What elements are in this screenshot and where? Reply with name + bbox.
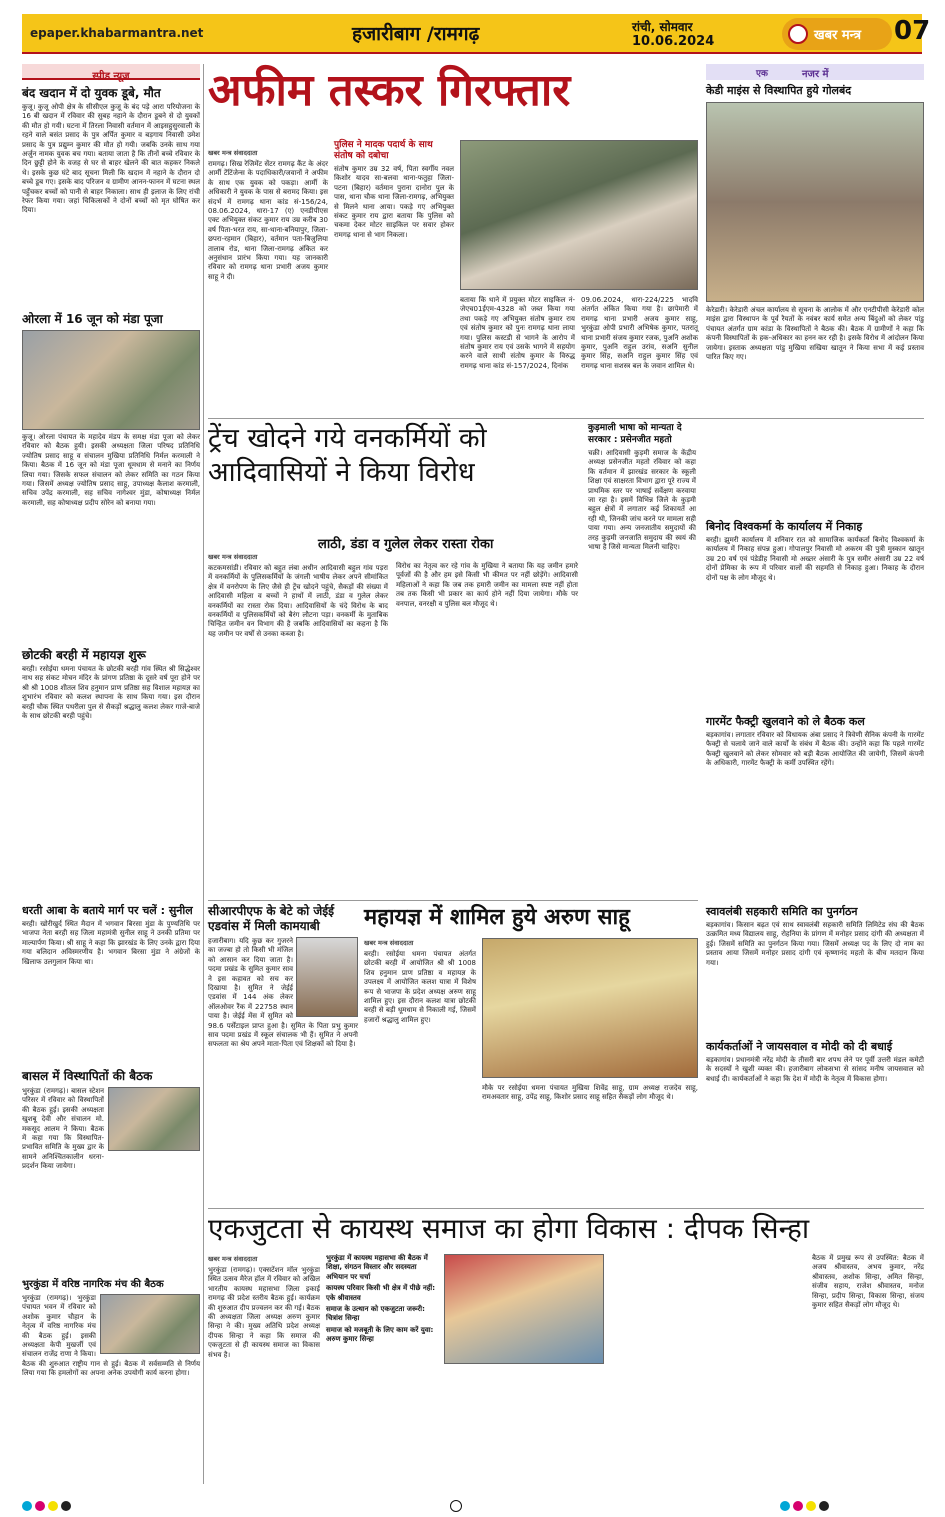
side-news-label [706, 64, 924, 80]
swatch-yellow [806, 1501, 816, 1511]
page-header [22, 14, 931, 58]
lead-body-3: बताया कि थाने में प्रयुक्त मोटर साइकिल नं- जेएच01ईएम-4328 को जब्त किया गया तथा पकड़े गए अभियुक्त संतोष कुमार राय एवं संतोष कुमार को पुनः रामगढ़ थाना लाया गया। पुलिस कस्टडी से भागने के आरोप में संतोष कुमार राय एवं उसके भागने में सहयोग करने वाले साथी संतोष कुमार के विरुद्ध रामगढ़ थाना कांड सं-157/2024, दिनांक [460, 296, 575, 370]
bullet-item: कायस्थ परिवार किसी भी क्षेत्र में पीछे नहीं: एके श्रीवास्तव [326, 1284, 436, 1302]
crpf-body: हजारीबाग। यदि कुछ कर गुजरने का जज्बा हो तो किसी भी मंजिल को आसान कर दिया जाता है। पदमा प्रखंड के सुमित कुमार साव ने इस कहावत को सच कर दिखाया है। सुमित ने जेईई एडवांस में 144 अंक लेकर ऑलओवर रैंक में 22758 स्थान पाया है। जेईई मेंस में सुमित को 98.6 पर्सेंटाइल प्राप्त हुआ है। सुमित के पिता प्रभु कुमार साव पदमा प्रखंड में स्कूल संचालक भी हैं। सुमित ने अपनी सफलता का श्रेय अपने माता-पिता एवं शिक्षकों को दिया है। [208, 937, 358, 1049]
column-divider [203, 64, 204, 1484]
karyakarta-title: कार्यकर्ताओं ने जायसवाल व मोदी को दी बधाई [706, 1040, 893, 1053]
news-item [22, 1069, 200, 1274]
mahayagya-headline: महायज्ञ में शामिल हुये अरुण साहू [364, 905, 630, 930]
mahayagya-body-2: मौके पर रसोईया धमना पंचायत मुखिया शिवेंद्र साहू, ग्राम अध्यक्ष राजदेव साहू, रामअवतार साहू, उपेंद्र साहू, किशोर प्रसाद साहू सहित सैकड़ों लोग मौजूद थे। [482, 1084, 698, 1102]
crpf-photo [296, 937, 358, 1017]
news-body: भुरकुंडा (रामगढ़)। बासल स्टेशन परिसर में रविवार को विस्थापितों की बैठक हुई। इसकी अध्यक्षता खुशबू देवी और संचालन मो. मकसूद आलम ने किया। बैठक में कहा गया कि विस्थापित-प्रभावित समिति के मुख्य द्वार के सामने अनिश्चितकालीन धरना-प्रदर्शन किया जायेगा। [22, 1087, 104, 1171]
swavalambi-story [706, 905, 924, 1035]
news-item [22, 1278, 200, 1484]
kurmali-title: कुड़माली भाषा को मान्यता दे सरकार : प्रसेनजीत महतो [588, 423, 682, 445]
adivasi-body-2: विरोध का नेतृत्व कर रहे गांव के मुखिया ने बताया कि यह जमीन हमारे पूर्वजों की है और हम इसे किसी भी कीमत पर नहीं छोड़ेंगे। आदिवासी महिलाओं ने कहा कि जब तक हमारी जमीन का मामला स्पष्ट नहीं होता तब तक किसी भी प्रकार का कार्य होने नहीं दिया जायेगा। मौके पर वनपाल, वनरक्षी व पुलिस बल मौजूद थे। [396, 562, 578, 608]
byline: खबर मन्त्र संवाददाता [208, 149, 258, 157]
vinod-body: बरही। झुमरी कार्यालय में शनिवार रात को सामाजिक कार्यकर्ता बिनोद विश्वकर्मा के कार्यालय में निकाह संपन्न हुआ। गोपालपुर निवासी मो अकरम की पुत्री मुस्कान खातून उम्र 20 वर्ष एवं पंडेडीह निवासी मो अख्तर अंसारी के पुत्र समीर अंसारी उम्र 22 वर्ष दोनों प्रेमिका के रूप में परिवार वालों की सहमति से निकाह हुआ। निकाह के दौरान दोनों पक्ष के लोग मौजूद थे। [706, 536, 924, 582]
kayastha-headline: एकजुटता से कायस्थ समाज का होगा विकास : दीपक सिन्हा [208, 1212, 810, 1245]
swatch-black [61, 1501, 71, 1511]
news-item [22, 86, 200, 306]
section-divider [208, 418, 924, 419]
speed-news-label-text: स्पीड न्यूज [92, 71, 130, 82]
lead-col-1 [208, 148, 328, 408]
section-divider [208, 900, 698, 901]
adivasi-subhead: लाठी, डंडा व गुलेल लेकर रास्ता रोका [318, 537, 494, 552]
news-item [22, 312, 200, 642]
page-number: 07 [894, 16, 931, 46]
edition-title: हजारीबाग /रामगढ़ [352, 23, 480, 45]
kurmali-body: चक्री। आदिवासी कुड़मी समाज के केंद्रीय अध्यक्ष प्रसेनजीत महतो रविवार को कहा कि वर्तमान में झारखंड सरकार के स्कूली शिक्षा एवं साक्षरता विभाग द्वारा पूरे राज्य में प्राथमिक स्तर पर भाषाई सर्वेक्षण करवाया जा रहा है। इसमें विभिन्न जिले के कुड़मी बहुल क्षेत्रों में लगातार कई शिकायतें आ रही थी, जिनकी जांच करने पर मामला सही पाया गया। अन्य जनजातीय समुदायों की तरह कुड़मी जनजाति समुदाय की स्वयं की भाषा है जिसे मान्यता मिलनी चाहिए। [588, 449, 696, 552]
crpf-story [208, 904, 358, 1204]
byline: खबर मन्त्र संवाददाता [364, 939, 414, 947]
lead-subhead: पुलिस ने मादक पदार्थ के साथ संतोष को दबोचा [334, 140, 433, 161]
news-body: कुजू। कुजू ओपी क्षेत्र के सीसीएल कुजू के बंद पड़े आरा परियोजना के 16 बी खदान में रविवार की सुबह नहाने के दौरान डूबने से दो युवकों की मौत हो गयी। घटना में तिरला निवासी वर्तमान में आइसहुसुरवाली के रहने वाले बसंत प्रसाद के पुत्र अर्पित कुमार व बड़गाय निवासी उमेश प्रसाद के पुत्र प्रद्युम्न कुमार की मौत हो गयी। जबकि उनके साथ गया अर्जुन नामक युवक बच गया। बताया जाता है कि तीनों बच्चे रविवार के दिन छुट्टी होने के वजह से घर से बाहर खेलने की बात कहकर निकले थे। इसके कुछ घंटे बाद सूचना मिली कि खदान में नहाने के दौरान दो बच्चे डूब गए। इसके बाद परिजन व ग्रामीण आनन-फानन में घटना स्थल पहुँचकर बच्चों को पानी से बाहर निकाला। साथ ही इलाज के लिए रांची रेफर किया गया। जहां चिकित्सकों ने दोनों बच्चों को मृत घोषित कर दिया। [22, 103, 200, 215]
speed-news-label [22, 64, 200, 80]
lead-body-2: संतोष कुमार उम्र 32 वर्ष, पिता स्वर्गीय नवल किशोर यादव सा-बलवा थाना-फतुहा जिला-पटना (बिहार) वर्तमान पुराना दानोरा पुल के पास, थाना चौक थाना जिला-रामगढ़, अभियुक्त से मिलने थाना आया। पकड़े गए अभियुक्त संकट कुमार राय द्वारा बताया कि पुलिस को चकमा देकर मोटर साइकिल पर सवार होकर रामगढ़ थाना से भाग निकला। [334, 165, 454, 239]
city-day: रांची, सोमवार [632, 20, 693, 34]
kayastha-body: भुरकुंडा (रामगढ़)। एक्सटेंशन मॉल भुरकुंडा स्थित उत्सव मैरेज हॉल में रविवार को अखिल भारतीय कायस्थ महासभा जिला इकाई रामगढ़ की प्रदेश स्तरीय बैठक हुई। कार्यक्रम की शुरुआत दीप प्रज्वलन कर की गई। बैठक की अध्यक्षता जिला अध्यक्ष अरुण कुमार सिन्हा ने की। मुख्य अतिथि प्रदेश अध्यक्ष दीपक सिन्हा ने कहा कि समाज की एकजुटता से ही कायस्थ समाज का विकास संभव है। [208, 1266, 320, 1359]
lead-col-2 [334, 140, 454, 408]
kayastha-col-1 [208, 1254, 320, 1484]
registration-mark [450, 1500, 462, 1512]
garment-body: बड़कागांव। लगातार रविवार को विधायक अंबा प्रसाद ने त्रिवेणी सैनिक कंपनी के गारमेंट फैक्ट्री से चलाये जाने वाले कार्यों के संबंध में बैठक की। उन्होंने कहा कि पहले गारमेंट फैक्ट्री खुलवाने को लेकर सोमवार को बड़ी बैठक आयोजित की जायेगी, जिसमें कंपनी के अधिकारी, गारमेंट फैक्ट्री के कर्मी उपस्थित रहेंगे। [706, 731, 924, 768]
mahayagya-story [364, 904, 698, 1204]
news-title: भुरकुंडा में वरिष्ठ नागरिक मंच की बैठक [22, 1279, 164, 1290]
site-url[interactable]: epaper.khabarmantra.net [30, 26, 204, 40]
swatch-cyan [780, 1501, 790, 1511]
section-divider [208, 1208, 924, 1209]
news-photo [100, 1294, 200, 1354]
kayastha-bullets [326, 1254, 438, 1364]
swatch-magenta [793, 1501, 803, 1511]
lead-headline: अफीम तस्कर गिरफ्तार [208, 65, 571, 116]
bullet-item: भुरकुंडा में कायस्थ महासभा की बैठक में शिक्षा, संगठन विस्तार और सदस्यता अभियान पर चर्चा [326, 1254, 428, 1281]
speed-news-column [22, 64, 200, 1484]
side-headline: केडी माइंस से विस्थापित हुये गोलबंद [706, 84, 852, 97]
side-photo [706, 102, 924, 302]
karyakarta-body: बड़कागांव। प्रधानमंत्री नरेंद्र मोदी के तीसरी बार शपथ लेने पर पूर्वी उत्तरी मंडल कमेटी के सदस्यों ने खुशी व्यक्त की। हजारीबाग लोकसभा से सांसद मनीष जायसवाल को बधाई दी। कार्यकर्ताओं ने कहा कि देश में मोदी के नेतृत्व में विकास होगा। [706, 1056, 924, 1083]
adivasi-col-1 [208, 552, 388, 897]
lead-photo [460, 140, 698, 290]
swavalambi-title: स्वावलंबी सहकारी समिति का पुनर्गठन [706, 905, 858, 918]
news-photo [108, 1087, 200, 1151]
swatch-yellow [48, 1501, 58, 1511]
side-news [706, 64, 924, 414]
side-label-1: एक [756, 69, 768, 79]
mahayagya-photo [482, 938, 698, 1078]
news-title: धरती आबा के बताये मार्ग पर चलें : सुनील [22, 904, 193, 917]
kayastha-body-2: बैठक में प्रमुख रूप से उपस्थित: बैठक में अजय श्रीवास्तव, अभय कुमार, नरेंद्र श्रीवास्तव, अशोक सिन्हा, अमित सिन्हा, संजीव सहाय, राजेश श्रीवास्तव, मनोज सिन्हा, प्रदीप सिन्हा, विकास सिन्हा, संजय कुमार सहित सैकड़ों लोग मौजूद थे। [812, 1254, 924, 1310]
swatch-black [819, 1501, 829, 1511]
swatch-cyan [22, 1501, 32, 1511]
news-item [22, 904, 200, 1064]
news-body: बरही। रसोईया धमना पंचायत के छोटकी बरही गांव स्थित श्री सिद्धेश्वर नाथ सह संकट मोचन मंदिर के प्रांगण प्रतिष्ठा के दूसरे वर्ष पूरा होने पर श्री श्री 1008 शीतल शिव हनुमान प्राण प्रतिष्ठा सह विशाल महायज्ञ का शुभारंभ रविवार को कलश स्थापना के साथ किया गया। इस दौरान बरही चौक स्थित पथरीला पुल से सैकड़ों श्रद्धालु कलश लेकर गाजे-बाजे के साथ छोटकी बरही पहुंचे। [22, 665, 200, 721]
news-title: बासल में विस्थापितों की बैठक [22, 1069, 153, 1083]
byline: खबर मन्त्र संवाददाता [208, 553, 258, 561]
adivasi-body: कटकमसांडी। रविवार को बहुत लंबा अधीन आदिवासी बहुल गांव पड़रा में वनकर्मियों के पुलिसकर्मियों के जंगली भाषीय लेकर अपने सीमांकित क्षेत्र में वनरोपण के लिए जैसे ही ट्रेंच खोदने पहुंचे, सैकड़ों की संख्या में आदिवासी महिला व बच्चों ने हाथों में लाठी, डंडा व गुलेल लेकर वनकर्मियों का रास्ता रोक दिया। आदिवासियों के चंदे विरोध के बाद वनकर्मियों व पुलिसकर्मियों को बैरंग लौटना पड़ा। वनकर्मी के मुताबिक चिन्हित जमीन वन विभाग की है जबकि आदिवासियों का कहना है कि यह जमीन पर वर्षों से उनका कब्जा है। [208, 564, 388, 638]
side-body: केरेडारी। केरेडारी अंचल कार्यालय से सूचना के आलोक में और एनटीपीसी केरेडारी कोल माइंस द्वारा विस्थापन के पूर्व रैयतों के नवंबर कार्य समेत अन्य बिंदुओं को लेकर पांडु पंचायत अंतर्गत ग्राम कांडा के विस्थापितों ने बैठक की। बैठक में ग्रामीणों ने कहा कि कंपनी विस्थापितों के हक-अधिकार का हनन कर रही है। इसके विरोध में आंदोलन किया जायेगा। इस्ताक अध्यक्षता पांडु मुखिया सखिया खातून ने किया सभा में कई प्रस्ताव पारित किए गए। [706, 306, 924, 362]
news-body: भुरकुंडा (रामगढ़)। भुरकुंडा पंचायत भवन में रविवार को अशोक कुमार चौहान के नेतृत्व में वरिष्ठ नागरिक मंच की बैठक हुई। इसकी अध्यक्षता केपी मुखर्जी एवं संचालन राजेंद्र राणा ने किया। बैठक की शुरुआत राष्ट्रीय गान से हुई। बैठक में सर्वसम्मति से निर्णय लिया गया कि हमलोगों का अपना अनेक उपयोगी कार्य करना होगा। [22, 1294, 200, 1378]
karyakarta-story [706, 1040, 924, 1205]
lead-body-1: रामगढ़। सिख रेजिमेंट सेंटर रामगढ़ कैंट के अंदर आर्मी टेंटिंजेन्स के पदाधिकारी/जवानों ने अफीम के साथ एक युवक को पकड़ा। आर्मी के अधिकारी ने युवक के पास से बरामद किया। इस संदर्भ में रामगढ़ थाना कांड सं-156/24, 08.06.2024, धारा-17 (ए) एनडीपीएस एक्ट अभियुक्त संकट कुमार राय उम्र करीब 30 वर्ष पिता-भरत राय, सा-थाना-बनियापुर, जिला-छपरा-रहमान (बिहार), वर्तमान पता-बिजुलिया तालाब रोड, थाना जिला-रामगढ़ अंकित कर अनुसंधान प्रारंभ किया गया। यह जानकारी रविवार को रामगढ़ थाना प्रभारी अजय कुमार साहू ने दी। [208, 160, 328, 281]
vinod-title: बिनोद विश्वकर्मा के कार्यालय में निकाह [706, 520, 863, 533]
bullet-item: समाज के उत्थान को एकजुटता जरूरी: चित्रांश सिन्हा [326, 1305, 425, 1323]
news-title: छोटकी बरही में महायज्ञ शुरू [22, 648, 146, 662]
news-title: बंद खदान में दो युवक डूबे, मौत [22, 86, 161, 100]
brand-mark-icon [788, 24, 808, 44]
adivasi-headline: ट्रेंच खोदने गये वनकर्मियों को आदिवासियों ने किया विरोध [208, 423, 487, 488]
color-swatches [780, 1496, 924, 1510]
news-body: कुजू। ओरला पंचायत के महादेव मंडप के समक्ष मंडा पूजा को लेकर रविवार को बैठक हुयी। इसकी अध्यक्षता जिला परिषद प्रतिनिधि ज्योतिष प्रसाद साहू व संचालन मुखिया प्रतिनिधि निर्मल करमाली ने किया। बैठक में 16 जून को मंडा पूजा धूमधाम से मनाने का निर्णय लिया गया। जिसके सफल संचालन को लेकर समिति का गठन किया गया। जिसमें अध्यक्ष ज्योतिष प्रसाद साहू, उपाध्यक्ष कैलाश करमाली, सचिव उपेंद्र करमाली, सह सचिव नागेश्वर मुंडा, कोषाध्यक्ष निर्मल करमाली, सह कोषाध्यक्ष प्रदीप सोरेन को बनाया गया। [22, 433, 200, 507]
kayastha-photo [444, 1254, 604, 1364]
garment-story [706, 715, 924, 885]
brand-name: खबर मन्त्र [814, 28, 862, 43]
vinod-story [706, 520, 924, 710]
swatch-magenta [35, 1501, 45, 1511]
news-body: बरही। खोरीखुर्द स्थित मैदान में भगवान बिरसा मुंडा के पुण्यतिथि पर भाजपा नेता बरही सह जिला महामंत्री सुनील साहू ने उनकी प्रतिमा पर माल्यार्पण किया। श्री साहू ने कहा कि झारखंड के लिए उनके द्वारा दिया गया बलिदान अविस्मरणीय है। भगवान बिरसा मुंडा ने अंग्रेजों के खिलाफ उलगुलान किया था। [22, 920, 200, 966]
date-text: 10.06.2024 [632, 34, 715, 49]
adivasi-story [208, 422, 578, 897]
mahayagya-col-1 [364, 938, 476, 1204]
side-label-2: नजर में [802, 69, 829, 80]
brand-logo [782, 18, 892, 50]
kurmali-story [588, 422, 696, 897]
crpf-headline: सीआरपीएफ के बेटे को जेईई एडवांस में मिली कामयाबी [208, 904, 335, 933]
garment-title: गारमेंट फैक्ट्री खुलवाने को ले बैठक कल [706, 715, 865, 728]
kayastha-story [208, 1212, 924, 1484]
news-photo [22, 330, 200, 430]
swavalambi-body: बड़कागांव। किसान बढ़त एवं साथ स्वावलंबी सहकारी समिति लिमिटेड संघ की बैठक उत्क्रमित मध्य विद्यालय साहू, रोहनिया के प्रांगण में मनोहर प्रसाद दांगी की अध्यक्षता में हुई। जिसमें समिति का पुनर्गठन किया गया। जिसमें अध्यक्ष पद के लिए दो नाम का प्रस्ताव आया जिसमें मनोहर प्रसाद दांगी एवं कृष्णानंद महतो के बीच मतदान किया गया। [706, 921, 924, 967]
news-item [22, 648, 200, 898]
color-swatches [22, 1496, 182, 1510]
news-title: ओरला में 16 जून को मंडा पूजा [22, 312, 163, 326]
mahayagya-body: बरही। रसोईया धमना पंचायत अंतर्गत छोटकी बरही में आयोजित श्री श्री 1008 शिव हनुमान प्राण प्रतिष्ठा व महायज्ञ के उपलक्ष्य में आयोजित कलश यात्रा में विशेष रूप से भाजपा के प्रदेश अध्यक्ष अरुण साहू शामिल हुए। इस दौरान कलश यात्रा छोटकी बरही से बड़ी धूमधाम से निकाली गई, जिसमें हजारों श्रद्धालु शामिल हुए। [364, 950, 476, 1024]
lead-body-4: 09.06.2024, धारा-224/225 भादवि अंतर्गत अंकित किया गया है। छापेमारी में रामगढ़ थाना प्रभारी अजय कुमार साहू, भुरकुंडा ओपी प्रभारी अभिषेक कुमार, पतरातू थाना प्रभारी संजय कुमार रजक, पुअनि अशोक कुमार, पुअनि राहुल उरांव, सअनि सुनील कुमार सिंह, सअनि राहुल कुमार सिंह एवं रामगढ़ थाना सशस्त्र बल के जवान शामिल थे। [581, 296, 698, 370]
lead-story [208, 64, 698, 414]
byline: खबर मन्त्र संवाददाता [208, 1255, 258, 1263]
bullet-item: समाज को मजबूती के लिए काम करें युवा: अरुण कुमार सिन्हा [326, 1325, 434, 1344]
